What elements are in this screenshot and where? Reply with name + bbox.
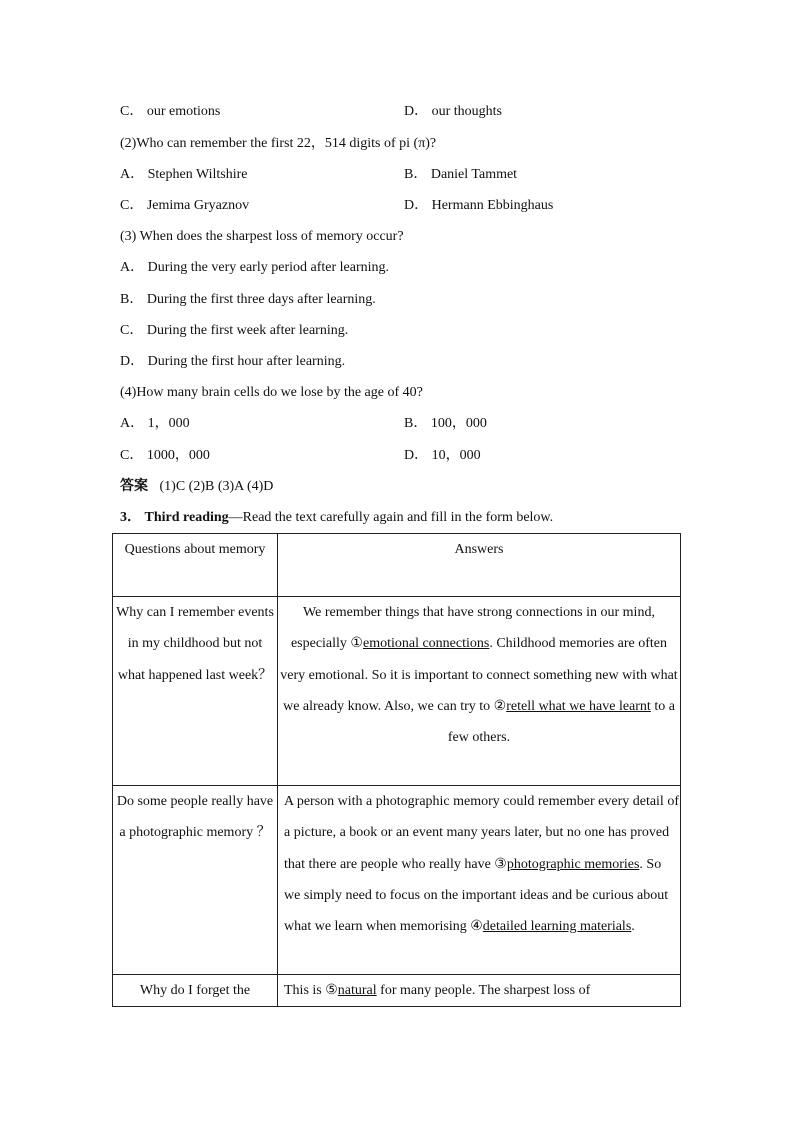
blank-3: photographic memories bbox=[506, 856, 640, 872]
q4-stem: (4)How many brain cells do we lose by the age of 40? bbox=[120, 385, 423, 400]
row-question: Do some people really have a photographic memory ？ bbox=[113, 786, 278, 975]
answer-text: This is ⑤ bbox=[284, 983, 338, 998]
third-reading-heading bbox=[120, 508, 553, 528]
q1-option-c: C． our emotions bbox=[120, 104, 221, 119]
header-questions: Questions about memory bbox=[113, 534, 278, 597]
q4-option-a: A． 1，000 bbox=[120, 416, 190, 431]
answer-text: We remember things that have strong connections in our mind, especially ① bbox=[290, 605, 655, 652]
table-row bbox=[113, 786, 681, 975]
q3-option-b: B． During the first three days after learning. bbox=[120, 292, 376, 307]
blank-1: emotional connections bbox=[362, 636, 490, 652]
q4-option-b: B． 100，000 bbox=[404, 416, 487, 431]
section-number: 3． bbox=[120, 510, 141, 525]
q2-option-b: B． Daniel Tammet bbox=[404, 167, 518, 182]
section-instruction: —Read the text carefully again and fill in the form below. bbox=[228, 510, 554, 525]
answer-text: (1)C (2)B (3)A (4)D bbox=[159, 479, 274, 494]
answer-key bbox=[120, 477, 273, 497]
q2-option-c: C． Jemima Gryaznov bbox=[120, 198, 250, 213]
q2-stem: (2)Who can remember the first 22，514 digits of pi (π)? bbox=[120, 136, 437, 151]
table-row bbox=[113, 975, 681, 1007]
table-header-row bbox=[113, 534, 681, 597]
q3-option-d: D． During the first hour after learning. bbox=[120, 354, 346, 369]
blank-5: natural bbox=[337, 983, 377, 998]
blank-2: retell what we have learnt bbox=[506, 698, 651, 714]
answer-text: . So we simply need to focus on the important ideas and be curious about what we learn when memorising ④ bbox=[284, 856, 669, 935]
answer-text: . bbox=[631, 919, 635, 935]
row-answer bbox=[278, 975, 681, 1007]
row-question: Why do I forget the bbox=[113, 975, 278, 1007]
answer-text: . Childhood memories are often very emotional. So it is important to connect something new with what we already know. Also, we can try to ② bbox=[280, 636, 678, 714]
q2-option-a: A． Stephen Wiltshire bbox=[120, 167, 248, 182]
blank-4: detailed learning materials bbox=[482, 919, 632, 935]
q4-option-c: C． 1000，000 bbox=[120, 448, 210, 463]
answer-text: to a few others. bbox=[447, 698, 675, 746]
header-answers: Answers bbox=[278, 534, 681, 597]
row-answer bbox=[278, 786, 681, 975]
q1-option-d: D． our thoughts bbox=[404, 104, 502, 119]
answer-text: for many people. The sharpest loss of bbox=[376, 983, 591, 998]
answer-text: A person with a photographic memory could remember every detail of a picture, a book or an event many years later, but no one has proved that there are people who really have ③ bbox=[284, 794, 679, 872]
answer-label: 答案 bbox=[120, 479, 148, 494]
q2-option-d: D． Hermann Ebbinghaus bbox=[404, 198, 554, 213]
row-question: Why can I remember events in my childhood but not what happened last week？ bbox=[113, 597, 278, 786]
q3-option-c: C． During the first week after learning. bbox=[120, 323, 349, 338]
q3-stem: (3) When does the sharpest loss of memory occur? bbox=[120, 229, 404, 244]
section-title: Third reading bbox=[144, 510, 229, 525]
q3-option-a: A． During the very early period after learning. bbox=[120, 260, 390, 275]
memory-form-table bbox=[112, 533, 681, 1007]
q4-option-d: D． 10，000 bbox=[404, 448, 481, 463]
table-row bbox=[113, 597, 681, 786]
row-answer bbox=[278, 597, 681, 786]
